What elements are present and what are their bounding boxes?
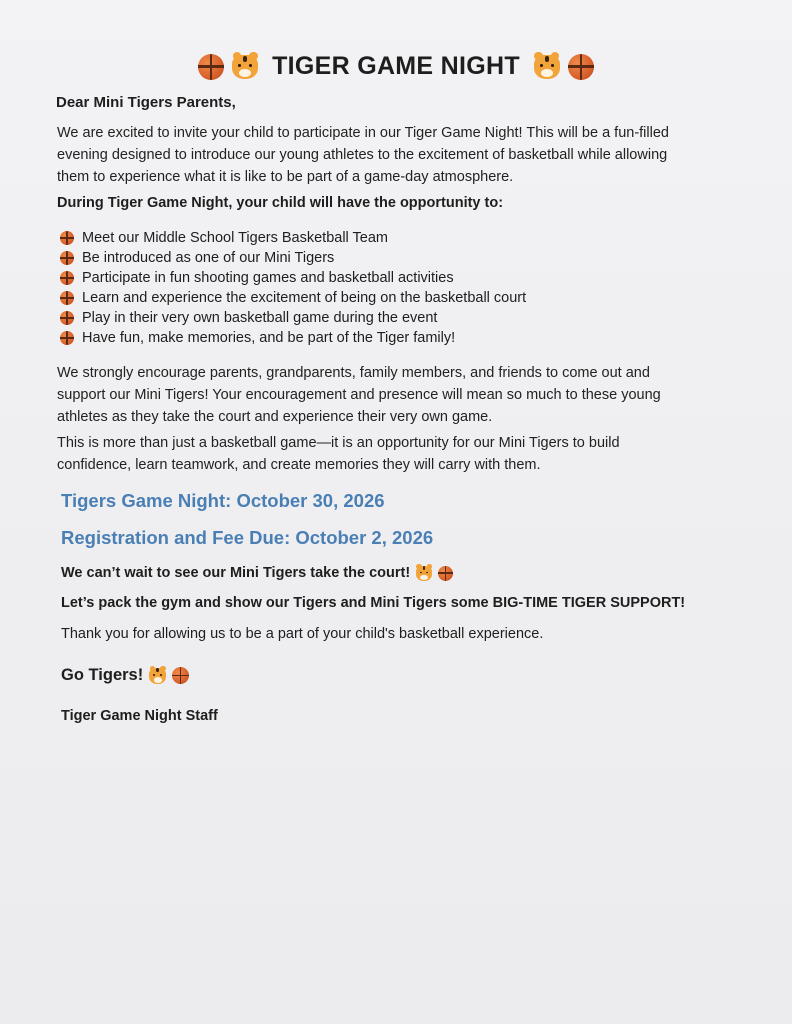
list-item bbox=[60, 328, 526, 348]
list-item-text: Participate in fun shooting games and basketball activities bbox=[82, 270, 454, 286]
thank-you-line: Thank you for allowing us to be a part of your child's basketball experience. bbox=[61, 626, 544, 642]
basketball-icon bbox=[60, 251, 74, 265]
go-tigers-line bbox=[61, 666, 189, 685]
intro-paragraph bbox=[57, 122, 737, 188]
list-item bbox=[60, 308, 526, 328]
list-item bbox=[60, 268, 526, 288]
basketball-icon bbox=[198, 54, 224, 80]
registration-due-date: Registration and Fee Due: October 2, 2026 bbox=[61, 527, 434, 548]
encourage-paragraph bbox=[57, 362, 737, 428]
more-than-line: confidence, learn teamwork, and create memories they will carry with them. bbox=[57, 457, 541, 473]
intro-line: We are excited to invite your child to participate in our Tiger Game Night! This will be a fun-filled bbox=[57, 125, 669, 141]
more-than-paragraph bbox=[57, 432, 737, 476]
list-item-text: Play in their very own basketball game during the event bbox=[82, 310, 438, 326]
title-text: TIGER GAME NIGHT bbox=[272, 52, 520, 80]
basketball-icon bbox=[568, 54, 594, 80]
pack-gym-line: Let’s pack the gym and show our Tigers and Mini Tigers some BIG-TIME TIGER SUPPORT! bbox=[61, 595, 686, 611]
basketball-icon bbox=[60, 331, 74, 345]
cant-wait-line bbox=[61, 565, 453, 581]
opportunity-list bbox=[60, 228, 526, 348]
more-than-line: This is more than just a basketball game—it is an opportunity for our Mini Tigers to build bbox=[57, 435, 620, 451]
cant-wait-text: We can’t wait to see our Mini Tigers take the court! bbox=[61, 565, 411, 581]
list-item bbox=[60, 248, 526, 268]
tiger-face-icon bbox=[232, 55, 258, 79]
intro-line: them to experience what it is like to be part of a game-day atmosphere. bbox=[57, 169, 514, 185]
tiger-face-icon bbox=[534, 55, 560, 79]
encourage-line: We strongly encourage parents, grandparents, family members, and friends to come out and bbox=[57, 365, 650, 381]
list-item-text: Have fun, make memories, and be part of the Tiger family! bbox=[82, 330, 456, 346]
go-tigers-text: Go Tigers! bbox=[61, 666, 144, 684]
basketball-icon bbox=[60, 231, 74, 245]
list-item-text: Learn and experience the excitement of being on the basketball court bbox=[82, 290, 527, 306]
tiger-face-icon bbox=[416, 566, 432, 581]
tiger-face-icon bbox=[149, 668, 166, 684]
list-item bbox=[60, 228, 526, 248]
opportunity-heading: During Tiger Game Night, your child will have the opportunity to: bbox=[57, 195, 504, 211]
list-item-text: Be introduced as one of our Mini Tigers bbox=[82, 250, 335, 266]
encourage-line: athletes as they take the court and experience their very own game. bbox=[57, 409, 493, 425]
signature: Tiger Game Night Staff bbox=[61, 708, 218, 724]
list-item bbox=[60, 288, 526, 308]
intro-line: evening designed to introduce our young athletes to the excitement of basketball while allowing bbox=[57, 147, 668, 163]
basketball-icon bbox=[60, 291, 74, 305]
list-item-text: Meet our Middle School Tigers Basketball Team bbox=[82, 230, 388, 246]
basketball-icon bbox=[60, 311, 74, 325]
flyer-title bbox=[0, 52, 792, 81]
basketball-icon bbox=[438, 566, 453, 581]
basketball-icon bbox=[60, 271, 74, 285]
basketball-icon bbox=[172, 667, 189, 684]
salutation: Dear Mini Tigers Parents, bbox=[56, 94, 236, 111]
game-night-date: Tigers Game Night: October 30, 2026 bbox=[61, 490, 385, 511]
encourage-line: support our Mini Tigers! Your encouragement and presence will mean so much to these young bbox=[57, 387, 661, 403]
